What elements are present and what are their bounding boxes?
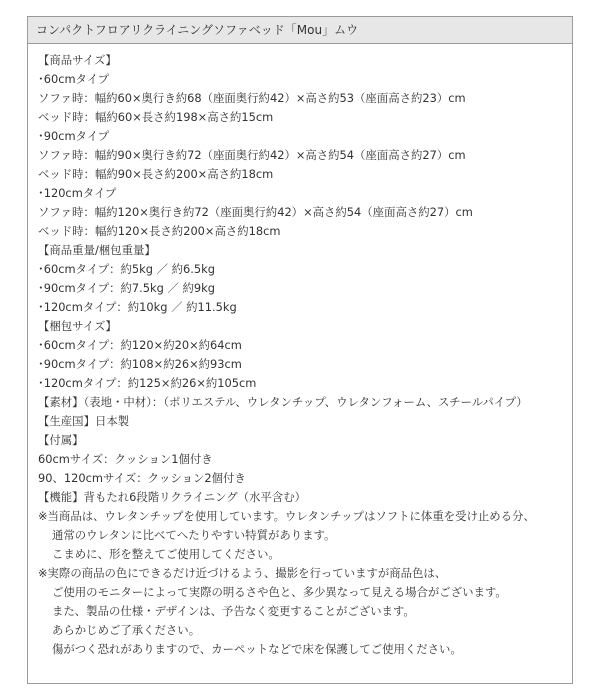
spec-line: ベッド時：幅約60×長さ約198×高さ約15cm (38, 110, 274, 124)
spec-line: ･120cmタイプ：約10kg ／ 約11.5kg (38, 300, 237, 314)
spec-line: こまめに、形を整えてご使用してください。 (52, 547, 280, 561)
spec-line: 【付属】 (38, 433, 84, 447)
spec-line: ご使用のモニターによって実際の明るさや色と、多少異なって見える場合がございます。 (52, 585, 507, 599)
spec-line: 通常のウレタンに比べてへたりやすい特質があります。 (52, 528, 336, 542)
spec-line: ※実際の商品の色にできるだけ近づけるよう、撮影を行っていますが商品色は、 (38, 566, 447, 580)
spec-line: 【素材】（表地・中材）：（ポリエステル、ウレタンチップ、ウレタンフォーム、スチールパイプ） (38, 395, 528, 409)
spec-line: ･60cmタイプ：約120×約20×約64cm (38, 338, 242, 352)
spec-line: ･90cmタイプ：約7.5kg ／ 約9kg (38, 281, 215, 295)
spec-line: ソファ時：幅約120×奥行き約72（座面奥行約42）×高さ約54（座面高さ約27）cm (38, 205, 473, 219)
spec-line: ソファ時：幅約90×奥行き約72（座面奥行約42）×高さ約54（座面高さ約27）cm (38, 148, 466, 162)
spec-line: 【生産国】日本製 (38, 414, 130, 428)
spec-line: ･90cmタイプ：約108×約26×約93cm (38, 357, 242, 371)
spec-line: ･60cmタイプ (38, 72, 110, 86)
spec-line: 傷がつく恐れがありますので、カーペットなどで床を保護してご使用ください。 (52, 642, 462, 656)
spec-line: 【梱包サイズ】 (38, 319, 117, 333)
spec-line: ･120cmタイプ (38, 186, 117, 200)
spec-line: ･60cmタイプ：約5kg ／ 約6.5kg (38, 262, 215, 276)
spec-line: 90、120cmサイズ：クッション2個付き (38, 471, 246, 485)
spec-line: ※当商品は、ウレタンチップを使用しています。ウレタンチップはソフトに体重を受け止める分、 (38, 509, 535, 523)
spec-line: ベッド時：幅約120×長さ約200×高さ約18cm (38, 224, 281, 238)
spec-line: ･90cmタイプ (38, 129, 110, 143)
spec-list (38, 51, 568, 659)
spec-line: ベッド時：幅約90×長さ約200×高さ約18cm (38, 167, 274, 181)
spec-line: あらかじめご了承ください。 (52, 623, 201, 637)
spec-line: ･120cmタイプ：約125×約26×約105cm (38, 376, 257, 390)
spec-line: 【商品サイズ】 (38, 53, 117, 67)
panel-title: コンパクトフロアリクライニングソファベッド「Mou」ムウ (28, 17, 572, 44)
spec-line: 【商品重量/梱包重量】 (38, 243, 156, 257)
spec-line: 60cmサイズ：クッション1個付き (38, 452, 213, 466)
spec-line: 【機能】背もたれ6段階リクライニング（水平含む） (38, 490, 306, 504)
spec-panel (27, 16, 573, 684)
spec-line: ソファ時：幅約60×奥行き約68（座面奥行約42）×高さ約53（座面高さ約23）cm (38, 91, 466, 105)
spec-line: また、製品の仕様・デザインは、予告なく変更することがございます。 (52, 604, 415, 618)
